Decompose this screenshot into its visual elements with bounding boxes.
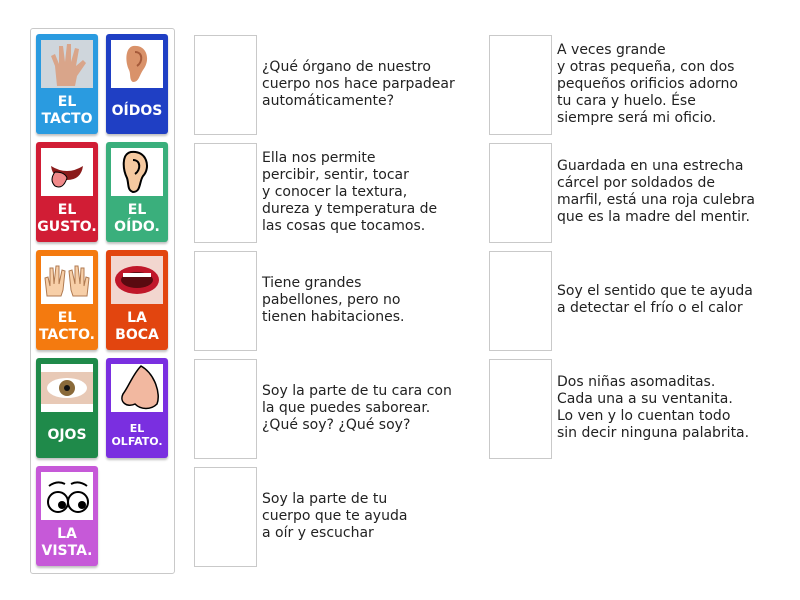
cartoon-eyes-icon bbox=[41, 472, 93, 520]
clue-text: Tiene grandes pabellones, pero no tienen habitaciones. bbox=[262, 274, 405, 325]
tile-label: EL TACTO. bbox=[38, 310, 96, 343]
hand-icon bbox=[41, 40, 93, 88]
answer-tile[interactable] bbox=[36, 250, 98, 350]
tile-label: EL OÍDO. bbox=[114, 202, 160, 235]
answer-tile[interactable] bbox=[36, 358, 98, 458]
hands-icon bbox=[41, 256, 93, 304]
drop-slot[interactable] bbox=[194, 143, 257, 243]
tile-label: OÍDOS bbox=[111, 102, 163, 119]
nose-icon bbox=[111, 364, 163, 412]
ear-icon bbox=[111, 148, 163, 196]
clue-text: A veces grande y otras pequeña, con dos pequeños orificios adorno tu cara y huelo. Ése siempre será mi oficio. bbox=[557, 41, 738, 126]
drop-slot[interactable] bbox=[489, 251, 552, 351]
drop-slot[interactable] bbox=[489, 143, 552, 243]
tongue-icon bbox=[41, 148, 93, 196]
answer-tile[interactable] bbox=[106, 250, 168, 350]
ear-photo-icon bbox=[111, 40, 163, 88]
clue-text: Dos niñas asomaditas. Cada una a su ventanita. Lo ven y lo cuentan todo sin decir ninguna palabrita. bbox=[557, 374, 750, 441]
drop-slot[interactable] bbox=[194, 251, 257, 351]
tile-label: LA BOCA bbox=[115, 310, 159, 343]
answer-tile[interactable] bbox=[106, 34, 168, 134]
mouth-icon bbox=[111, 256, 163, 304]
drop-slot[interactable] bbox=[194, 35, 257, 135]
answer-tile[interactable] bbox=[36, 34, 98, 134]
clue-text: Guardada en una estrecha cárcel por soldados de marfil, está una roja culebra que es la madre del mentir. bbox=[557, 158, 756, 225]
clue-text: Soy el sentido que te ayuda a detectar el frío o el calor bbox=[557, 283, 753, 316]
answer-tile[interactable] bbox=[36, 466, 98, 566]
drop-slot[interactable] bbox=[194, 467, 257, 567]
clue-text: Ella nos permite percibir, sentir, tocar y conocer la textura, dureza y temperatura de las cosas que tocamos. bbox=[262, 149, 438, 234]
clue-text: ¿Qué órgano de nuestro cuerpo nos hace parpadear automáticamente? bbox=[262, 58, 455, 109]
tile-label: EL TACTO bbox=[41, 94, 93, 127]
tile-label: EL OLFATO. bbox=[111, 422, 163, 448]
tile-label: EL GUSTO. bbox=[37, 202, 97, 235]
clue-text: Soy la parte de tu cuerpo que te ayuda a oír y escuchar bbox=[262, 490, 408, 541]
drop-slot[interactable] bbox=[194, 359, 257, 459]
eye-icon bbox=[41, 364, 93, 412]
answer-tile[interactable] bbox=[106, 358, 168, 458]
answer-tile[interactable] bbox=[106, 142, 168, 242]
clue-text: Soy la parte de tu cara con la que puedes saborear. ¿Qué soy? ¿Qué soy? bbox=[262, 382, 452, 433]
tile-label: OJOS bbox=[47, 426, 87, 443]
drop-slot[interactable] bbox=[489, 35, 552, 135]
answer-tile[interactable] bbox=[36, 142, 98, 242]
drop-slot[interactable] bbox=[489, 359, 552, 459]
tile-label: LA VISTA. bbox=[41, 526, 93, 559]
